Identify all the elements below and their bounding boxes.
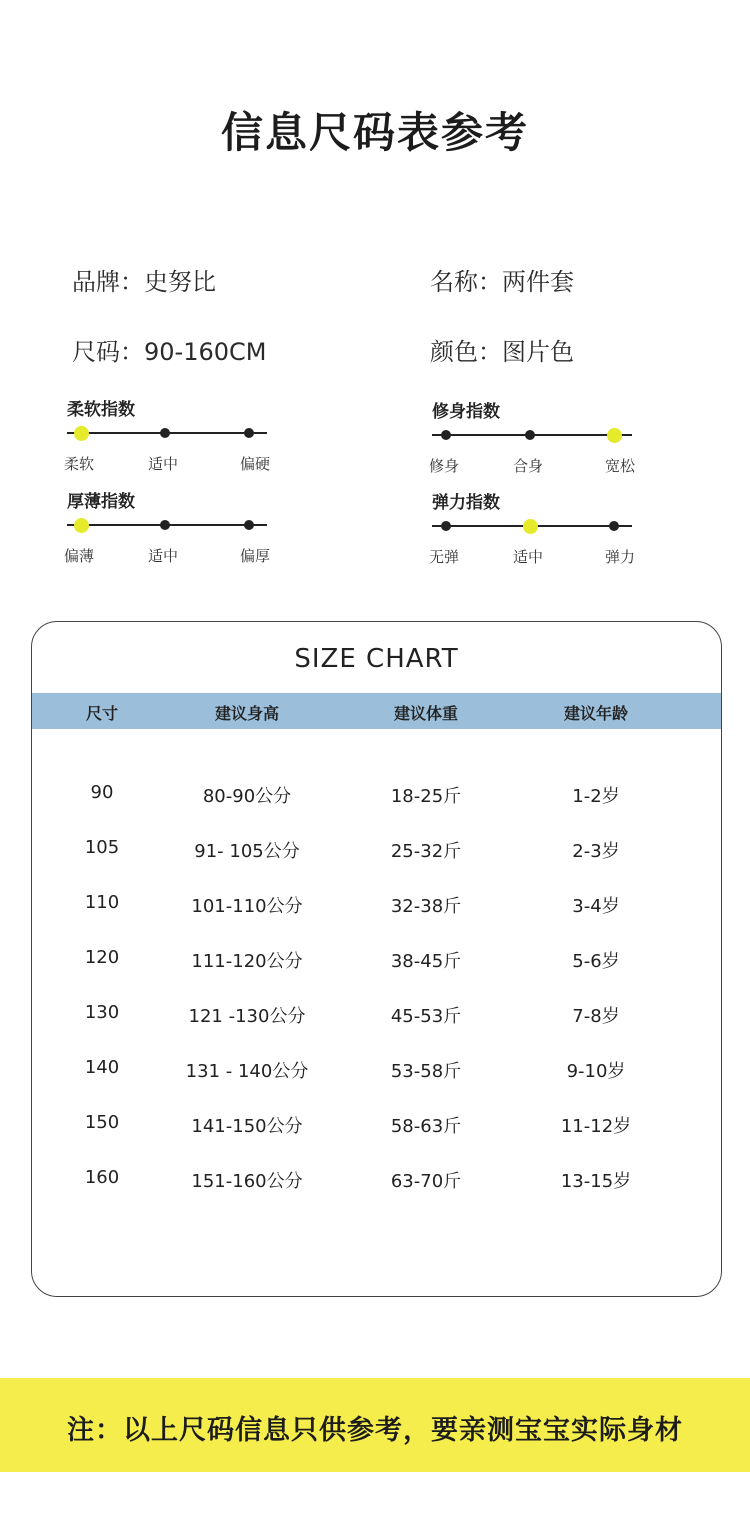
scale-label: 宽松 [605,457,636,475]
scale-label: 无弹 [429,548,460,566]
table-cell: 110 [84,892,120,913]
table-cell: 151-160公分 [191,1171,303,1192]
table-cell: 101-110公分 [191,896,303,917]
scale-label: 适中 [148,455,179,473]
note-text: 注：以上尺码信息只供参考，要亲测宝宝实际身材 [67,1415,683,1446]
table-cell: 58-63斤 [390,1116,462,1137]
table-cell: 18-25斤 [390,786,462,807]
table-cell: 80-90公分 [202,786,292,807]
scale-dot-selected [74,426,89,441]
scale-title: 柔软指数 [67,400,135,420]
info-size: 尺码：90-160CM [72,338,267,366]
table-cell: 2-3岁 [572,841,620,862]
table-cell: 25-32斤 [390,841,462,862]
table-cell: 13-15岁 [560,1171,632,1192]
scale-label: 柔软 [64,455,95,473]
page-title: 信息尺码表参考 [220,108,529,157]
table-cell: 141-150公分 [191,1116,303,1137]
table-cell: 130 [84,1002,120,1023]
scale-title: 弹力指数 [432,493,500,513]
scale-dot-selected [523,519,538,534]
scale-label: 合身 [513,457,544,475]
scale-label: 偏厚 [240,547,271,565]
info-color: 颜色：图片色 [430,338,574,366]
table-cell: 140 [84,1057,120,1078]
table-cell: 90 [90,782,114,803]
scale-dot [525,430,535,440]
scale-stretch [429,488,642,568]
table-cell: 120 [84,947,120,968]
table-cell: 160 [84,1167,120,1188]
scale-dot [244,520,254,530]
scale-title: 修身指数 [432,402,500,422]
column-header: 建议体重 [393,704,458,723]
scale-softness [64,395,277,475]
table-cell: 7-8岁 [572,1006,620,1027]
scale-thickness [64,487,277,567]
scale-label: 适中 [513,548,544,566]
table-cell: 150 [84,1112,120,1133]
scale-dot-selected [74,518,89,533]
scale-dot [609,521,619,531]
table-cell: 11-12岁 [560,1116,632,1137]
table-cell: 32-38斤 [390,896,462,917]
scale-dot [160,520,170,530]
table-cell: 63-70斤 [390,1171,462,1192]
scale-dot-selected [607,428,622,443]
table-cell: 38-45斤 [390,951,462,972]
column-header: 建议身高 [214,704,279,723]
info-name: 名称：两件套 [430,268,574,296]
table-cell: 121 -130公分 [188,1006,306,1027]
scale-label: 偏硬 [240,455,271,473]
table-cell: 91- 105公分 [194,841,300,862]
size-chart-header [32,693,721,729]
scale-dot [441,430,451,440]
table-cell: 1-2岁 [572,786,620,807]
scale-label: 弹力 [605,548,636,566]
table-cell: 9-10岁 [566,1061,626,1082]
scale-dot [244,428,254,438]
note-bar [0,1378,750,1472]
column-header: 尺寸 [85,704,118,723]
info-brand: 品牌：史努比 [72,268,216,296]
table-cell: 105 [84,837,120,858]
table-cell: 53-58斤 [390,1061,462,1082]
scale-title: 厚薄指数 [67,492,135,512]
scale-label: 偏薄 [64,547,95,565]
scale-dot [160,428,170,438]
scale-label: 修身 [429,457,460,475]
size-chart-title: SIZE CHART [294,644,459,674]
scale-dot [441,521,451,531]
table-cell: 111-120公分 [191,951,303,972]
table-cell: 3-4岁 [572,896,620,917]
table-cell: 45-53斤 [390,1006,462,1027]
size-chart-card [31,621,722,1297]
table-cell: 5-6岁 [572,951,620,972]
scale-fit [429,397,642,477]
table-cell: 131 - 140公分 [185,1061,309,1082]
column-header: 建议年龄 [563,704,628,723]
scale-label: 适中 [148,547,179,565]
